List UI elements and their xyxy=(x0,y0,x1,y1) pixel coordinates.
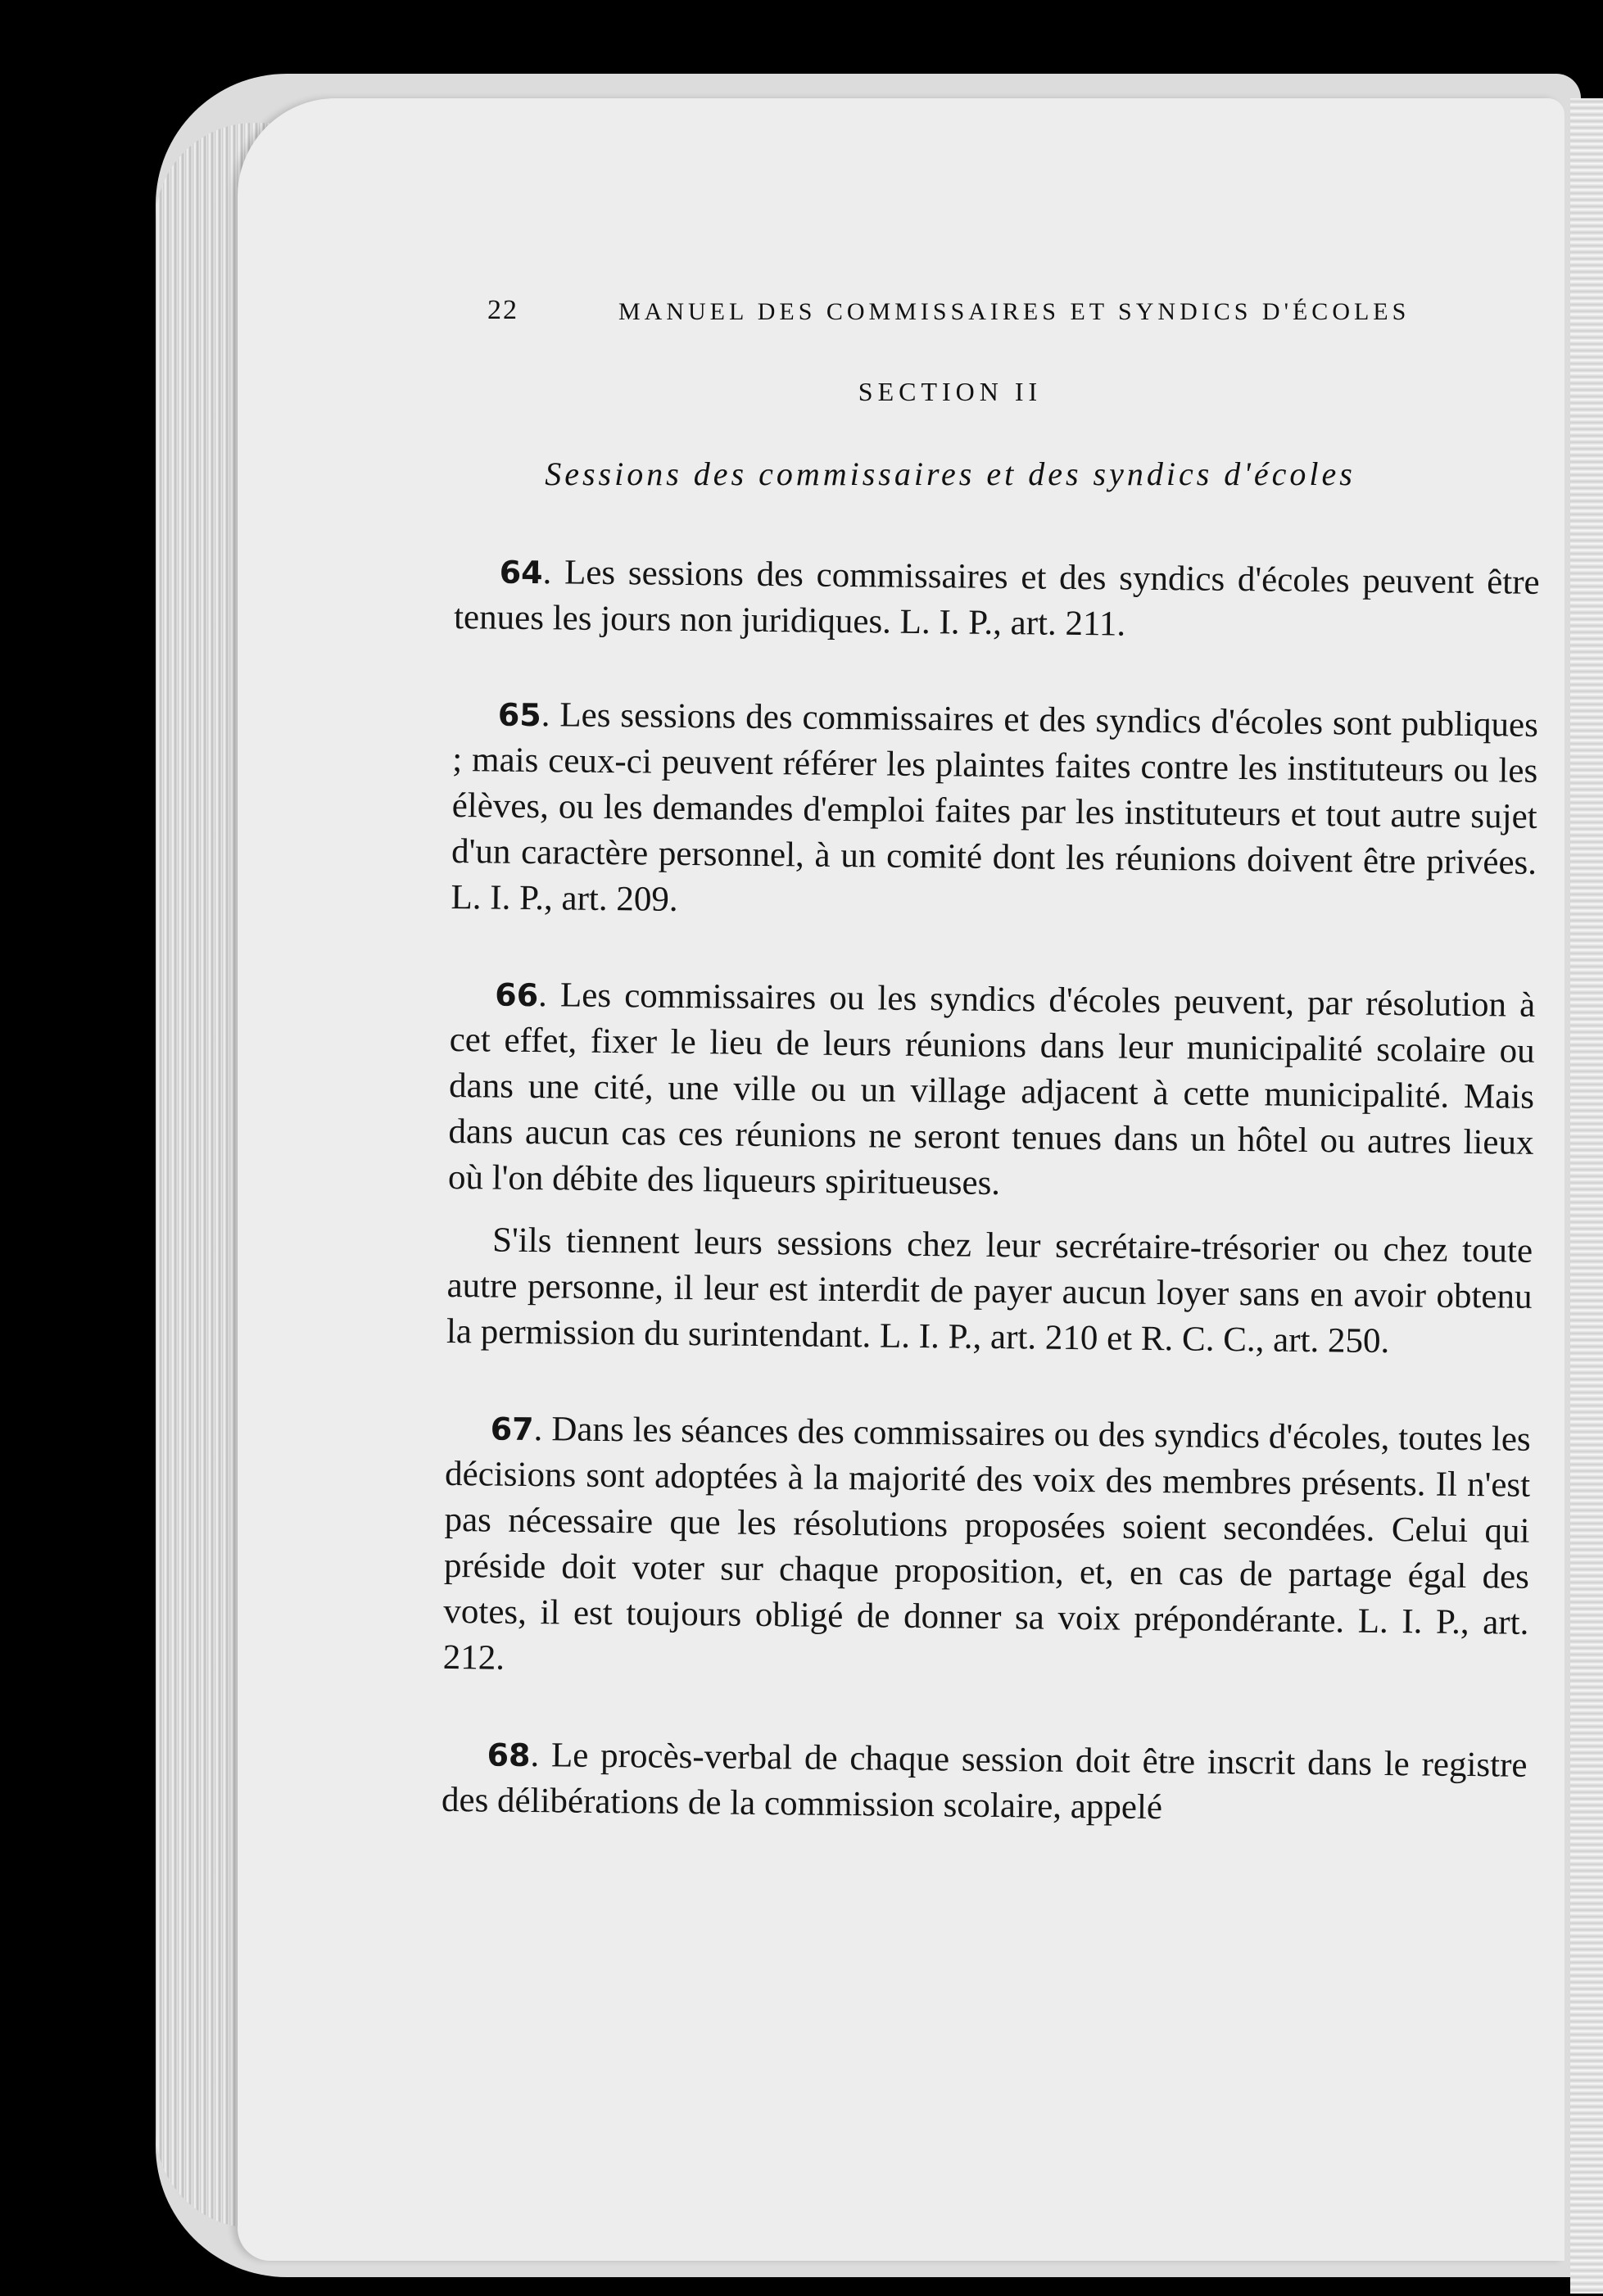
article-paragraph: 68. Le procès-verbal de chaque session doit être inscrit dans le registre des délibérations de la commission scolaire, appelé xyxy=(441,1736,1528,1827)
article-text: Les sessions des commissaires et des syndics d'écoles sont publiques ; mais ceux-ci peuvent référer les plaintes faites contre les instituteurs ou les élèves, ou les demandes d'emploi faites par les instituteurs et tout autre sujet d'un caractère personnel, à un comité dont les réunions doivent être privées. L. I. P., art. 209. xyxy=(451,695,1539,919)
article-paragraph: 67. Dans les séances des commissaires ou des syndics d'écoles, toutes les décisions sont adoptées à la majorité des voix des membres présents. Il n'est pas nécessaire que les résolutions proposées soient secondées. Celui qui préside doit voter sur chaque proposition, et, en cas de partage égal des votes, il est toujours obligé de donner sa voix prépondérante. L. I. P., art. 212. xyxy=(442,1410,1531,1678)
article-text: Les sessions des commissaires et des syndics d'écoles peuvent être tenues les jours non juridiques. L. I. P., art. 211. xyxy=(453,553,1540,644)
article-text: S'ils tiennent leurs sessions chez leur secrétaire-trésorier ou chez toute autre personne, il leur est interdit de payer aucun loyer sans en avoir obtenu la permission du surintendant. L. I. P., art. 210 et R. C. C., art. 250. xyxy=(446,1220,1533,1361)
article-text: Le procès-verbal de chaque session doit être inscrit dans le registre des délibérations de la commission scolaire, appelé xyxy=(441,1736,1528,1827)
section-subtitle: Sessions des commissaires et des syndics d'écoles xyxy=(545,455,1356,492)
article-paragraph: 64. Les sessions des commissaires et des syndics d'écoles peuvent être tenues les jours non juridiques. L. I. P., art. 211. xyxy=(453,553,1540,644)
article-paragraph: 65. Les sessions des commissaires et des syndics d'écoles sont publiques ; mais ceux-ci peuvent référer les plaintes faites contre les instituteurs ou les élèves, ou les demandes d'emploi faites par les instituteurs et tout autre sujet d'un caractère personnel, à un comité dont les réunions doivent être privées. L. I. P., art. 209. xyxy=(451,695,1539,919)
article-number: 68 xyxy=(487,1737,531,1774)
article-paragraph: 66. Les commissaires ou les syndics d'écoles peuvent, par résolution à cet effet, fixer le lieu de leurs réunions dans leur municipalité scolaire ou dans une cité, une ville ou un village adjacent à cette municipalité. Mais dans aucun cas ces réunions ne seront tenues dans un hôtel ou autres lieux où l'on débite des liqueurs spiritueuses. xyxy=(447,976,1536,1203)
body-text xyxy=(442,549,1540,1835)
continuation-paragraph xyxy=(446,1217,1533,1366)
section-heading: SECTION II xyxy=(858,377,1043,406)
article-text: Les commissaires ou les syndics d'écoles peuvent, par résolution à cet effet, fixer le lieu de leurs réunions dans leur municipalité scolaire ou dans une cité, une ville ou un village adjacent à cette municipalité. Mais dans aucun cas ces réunions ne seront tenues dans un hôtel ou autres lieux où l'on débite des liqueurs spiritueuses. xyxy=(447,976,1536,1203)
page-number: 22 xyxy=(487,295,518,325)
article-number: 66 xyxy=(495,976,539,1014)
article-number: 64 xyxy=(499,554,543,591)
article-text: Dans les séances des commissaires ou des syndics d'écoles, toutes les décisions sont adoptées à la majorité des voix des membres présents. Il n'est pas nécessaire que les résolutions proposées soient secondées. Celui qui préside doit voter sur chaque proposition, et, en cas de partage égal des votes, il est toujours obligé de donner sa voix prépondérante. L. I. P., art. 212. xyxy=(442,1410,1531,1678)
page-header xyxy=(487,295,1413,344)
right-page-edges xyxy=(1570,98,1603,2294)
article-number: 67 xyxy=(490,1411,534,1448)
article-number: 65 xyxy=(497,696,541,734)
running-title: MANUEL DES COMMISSAIRES ET SYNDICS D'ÉCOLES xyxy=(618,298,1411,325)
